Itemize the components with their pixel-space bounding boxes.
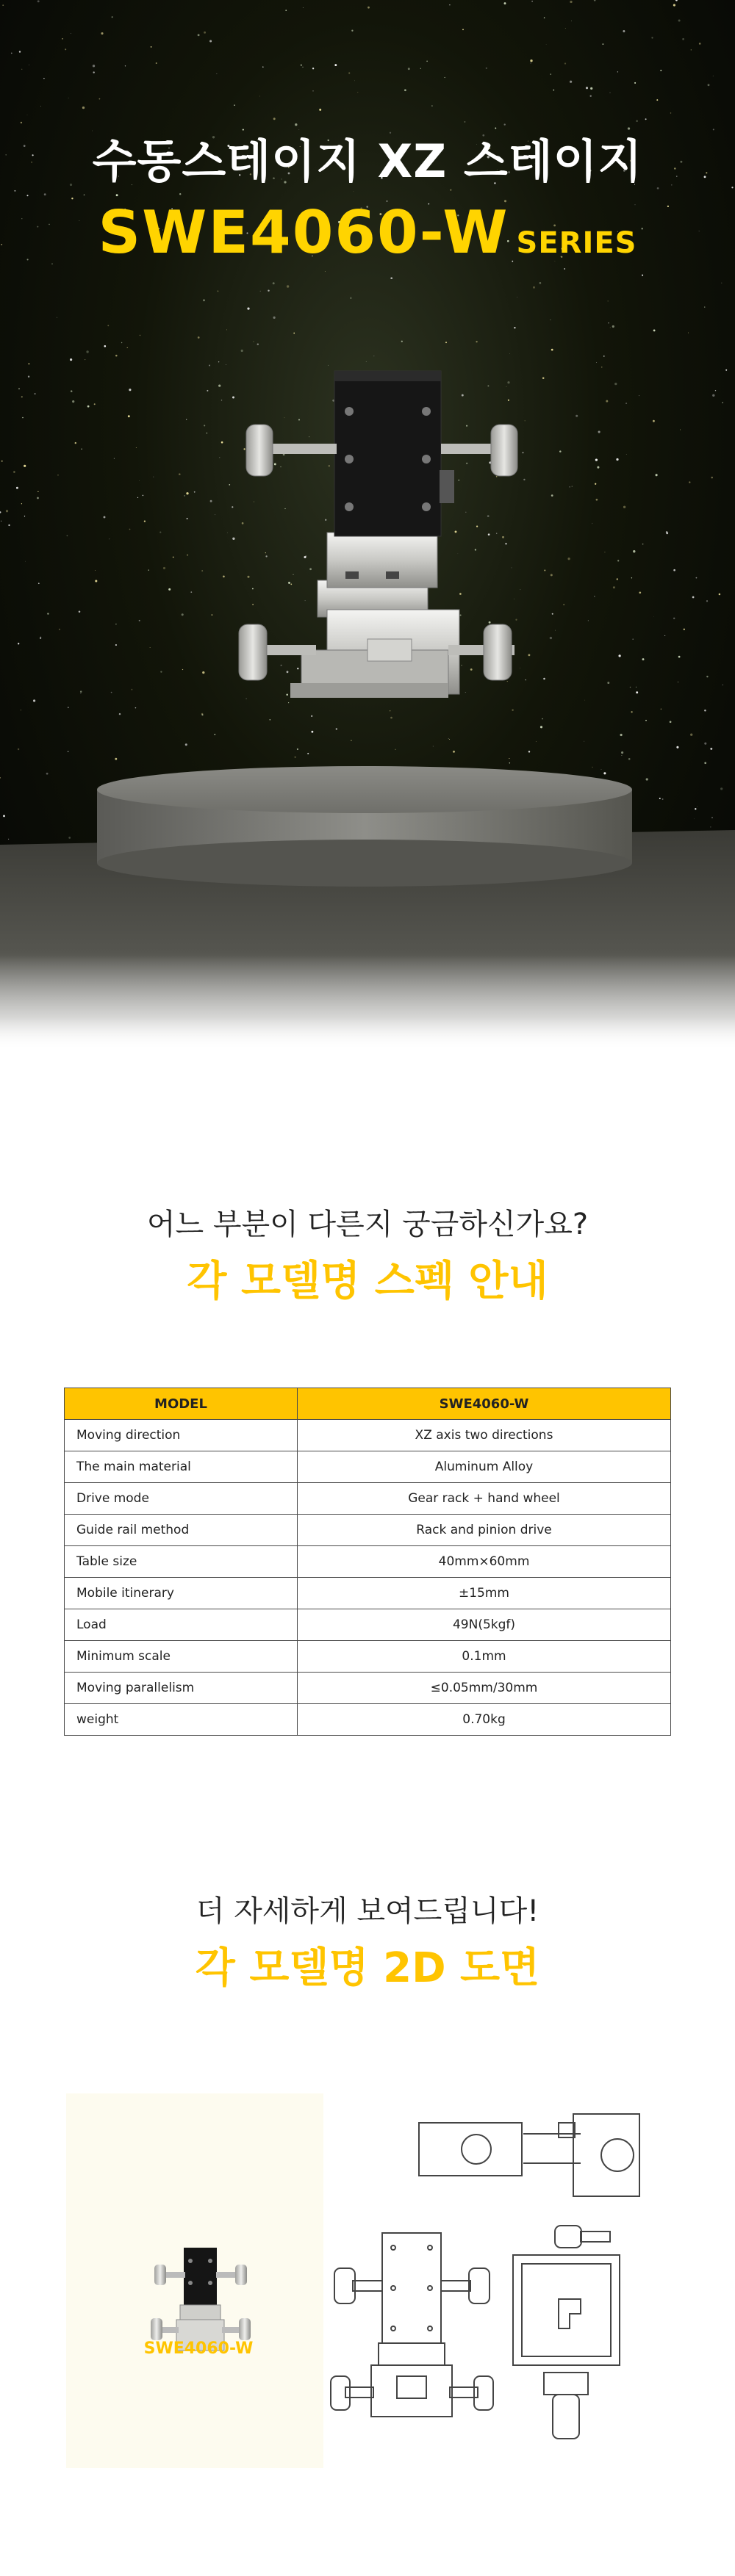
spec-key: Guide rail method	[65, 1515, 298, 1546]
spec-value: 0.1mm	[298, 1641, 671, 1673]
drawing-question: 더 자세하게 보여드립니다!	[196, 1894, 539, 1928]
spec-key: Drive mode	[65, 1483, 298, 1515]
hero-title: 수동스테이지 XZ 스테이지	[92, 134, 643, 188]
table-row	[65, 1578, 671, 1609]
hero-model-line	[0, 198, 735, 267]
table-row	[65, 1609, 671, 1641]
hero-model-name: SWE4060-W	[98, 198, 509, 267]
spec-value: Gear rack + hand wheel	[298, 1483, 671, 1515]
table-row	[65, 1420, 671, 1451]
spec-key: Mobile itinerary	[65, 1578, 298, 1609]
spec-value: Aluminum Alloy	[298, 1451, 671, 1483]
spec-value: 40mm×60mm	[298, 1546, 671, 1578]
spec-heading: 각 모델명 스펙 안내	[187, 1258, 548, 1305]
technical-drawing	[0, 2093, 735, 2468]
spec-key: weight	[65, 1704, 298, 1736]
hero-section	[0, 0, 735, 1050]
drawing-heading: 각 모델명 2D 도면	[195, 1944, 540, 1992]
spec-header-key: MODEL	[65, 1388, 298, 1420]
product-thumbnail	[151, 2248, 251, 2350]
spec-value: 49N(5kgf)	[298, 1609, 671, 1641]
drawing-model-label: SWE4060-W	[143, 2339, 254, 2358]
table-row	[65, 1451, 671, 1483]
spec-header-value: SWE4060-W	[298, 1388, 671, 1420]
table-row	[65, 1515, 671, 1546]
spec-value: ≤0.05mm/30mm	[298, 1673, 671, 1704]
table-row	[65, 1704, 671, 1736]
table-row	[65, 1673, 671, 1704]
spec-key: Minimum scale	[65, 1641, 298, 1673]
spec-key: The main material	[65, 1451, 298, 1483]
spec-key: Moving direction	[65, 1420, 298, 1451]
spec-question: 어느 부분이 다른지 궁금하신가요?	[146, 1208, 589, 1241]
table-row	[65, 1546, 671, 1578]
spec-value: XZ axis two directions	[298, 1420, 671, 1451]
spec-value: 0.70kg	[298, 1704, 671, 1736]
spec-value: ±15mm	[298, 1578, 671, 1609]
drawing-front-view	[331, 2233, 493, 2417]
hero-series-label: SERIES	[516, 226, 637, 260]
spec-key: Moving parallelism	[65, 1673, 298, 1704]
spec-key: Load	[65, 1609, 298, 1641]
table-row	[65, 1641, 671, 1673]
drawing-side-view	[513, 2226, 620, 2439]
drawing-top-view	[419, 2114, 639, 2196]
table-row	[65, 1483, 671, 1515]
spec-key: Table size	[65, 1546, 298, 1578]
spec-table	[64, 1388, 671, 1736]
spec-header-row	[65, 1388, 671, 1420]
spec-value: Rack and pinion drive	[298, 1515, 671, 1546]
